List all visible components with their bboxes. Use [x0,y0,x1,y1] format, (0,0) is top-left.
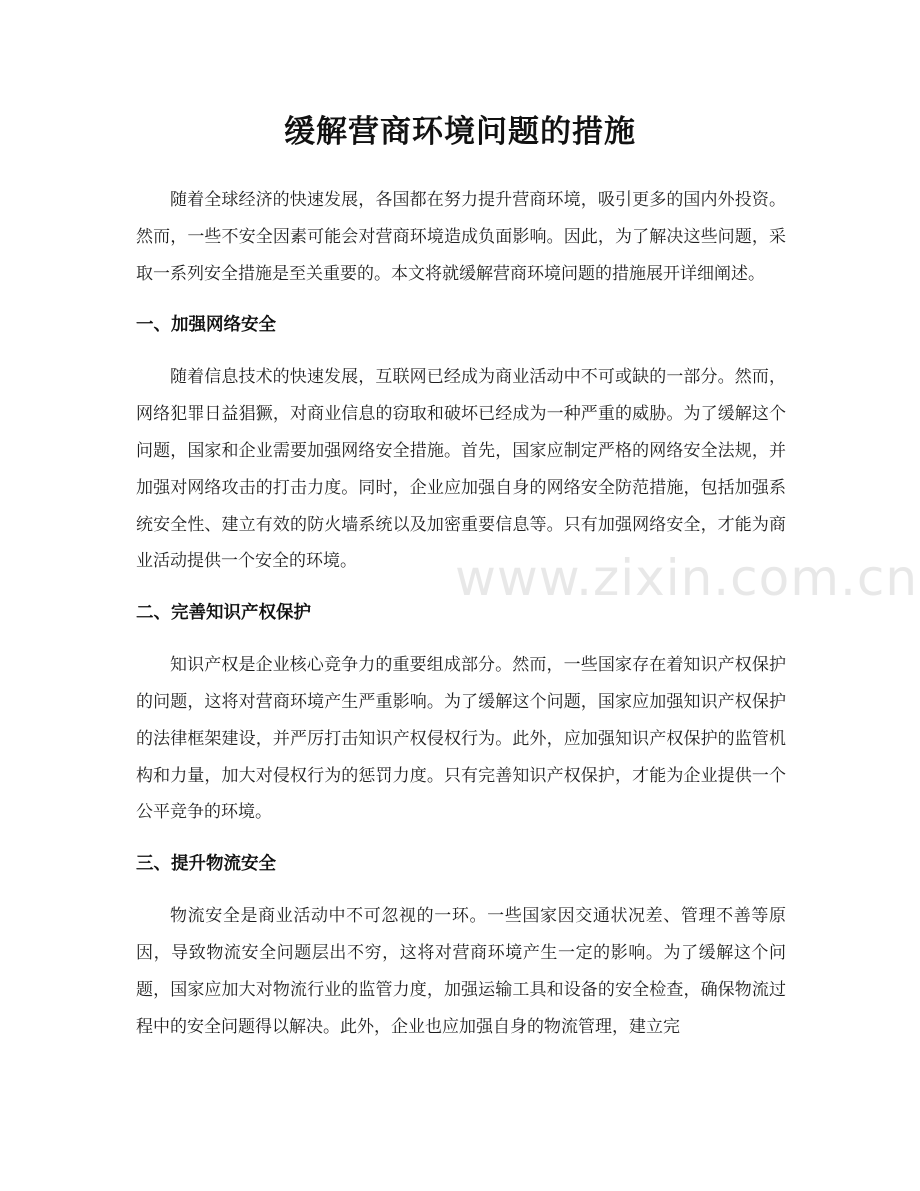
section-paragraph-logistics-security: 物流安全是商业活动中不可忽视的一环。一些国家因交通状况差、管理不善等原因，导致物流安全问题层出不穷，这将对营商环境产生一定的影响。为了缓解这个问题，国家应加大对物流行业的监管力度，加强运输工具和设备的安全检查，确保物流过程中的安全问题得以解决。此外，企业也应加强自身的物流管理，建立完 [136,906,786,1037]
intro-paragraph: 随着全球经济的快速发展，各国都在努力提升营商环境，吸引更多的国内外投资。然而，一些不安全因素可能会对营商环境造成负面影响。因此，为了解决这些问题，采取一系列安全措施是至关重要的。本文将就缓解营商环境问题的措施展开详细阐述。 [136,190,786,284]
section-heading-ip-protection: 二、完善知识产权保护 [136,603,311,624]
document-title: 缓解营商环境问题的措施 [284,114,636,150]
section-heading-logistics-security: 三、提升物流安全 [136,854,276,875]
section-paragraph-ip-protection: 知识产权是企业核心竞争力的重要组成部分。然而，一些国家存在着知识产权保护的问题，这将对营商环境产生严重影响。为了缓解这个问题，国家应加强知识产权保护的法律框架建设，并严厉打击知识产权侵权行为。此外，应加强知识产权保护的监管机构和力量，加大对侵权行为的惩罚力度。只有完善知识产权保护，才能为企业提供一个公平竞争的环境。 [136,655,786,823]
watermark: www.zixin.com.cn [455,549,919,607]
document-body [136,182,786,1045]
section-heading-network-security: 一、加强网络安全 [136,315,276,336]
section-paragraph-network-security: 随着信息技术的快速发展，互联网已经成为商业活动中不可或缺的一部分。然而，网络犯罪日益猖獗，对商业信息的窃取和破坏已经成为一种严重的威胁。为了缓解这个问题，国家和企业需要加强网络安全措施。首先，国家应制定严格的网络安全法规，并加强对网络攻击的打击力度。同时，企业应加强自身的网络安全防范措施，包括加强系统安全性、建立有效的防火墙系统以及加密重要信息等。只有加强网络安全，才能为商业活动提供一个安全的环境。 [136,367,786,572]
